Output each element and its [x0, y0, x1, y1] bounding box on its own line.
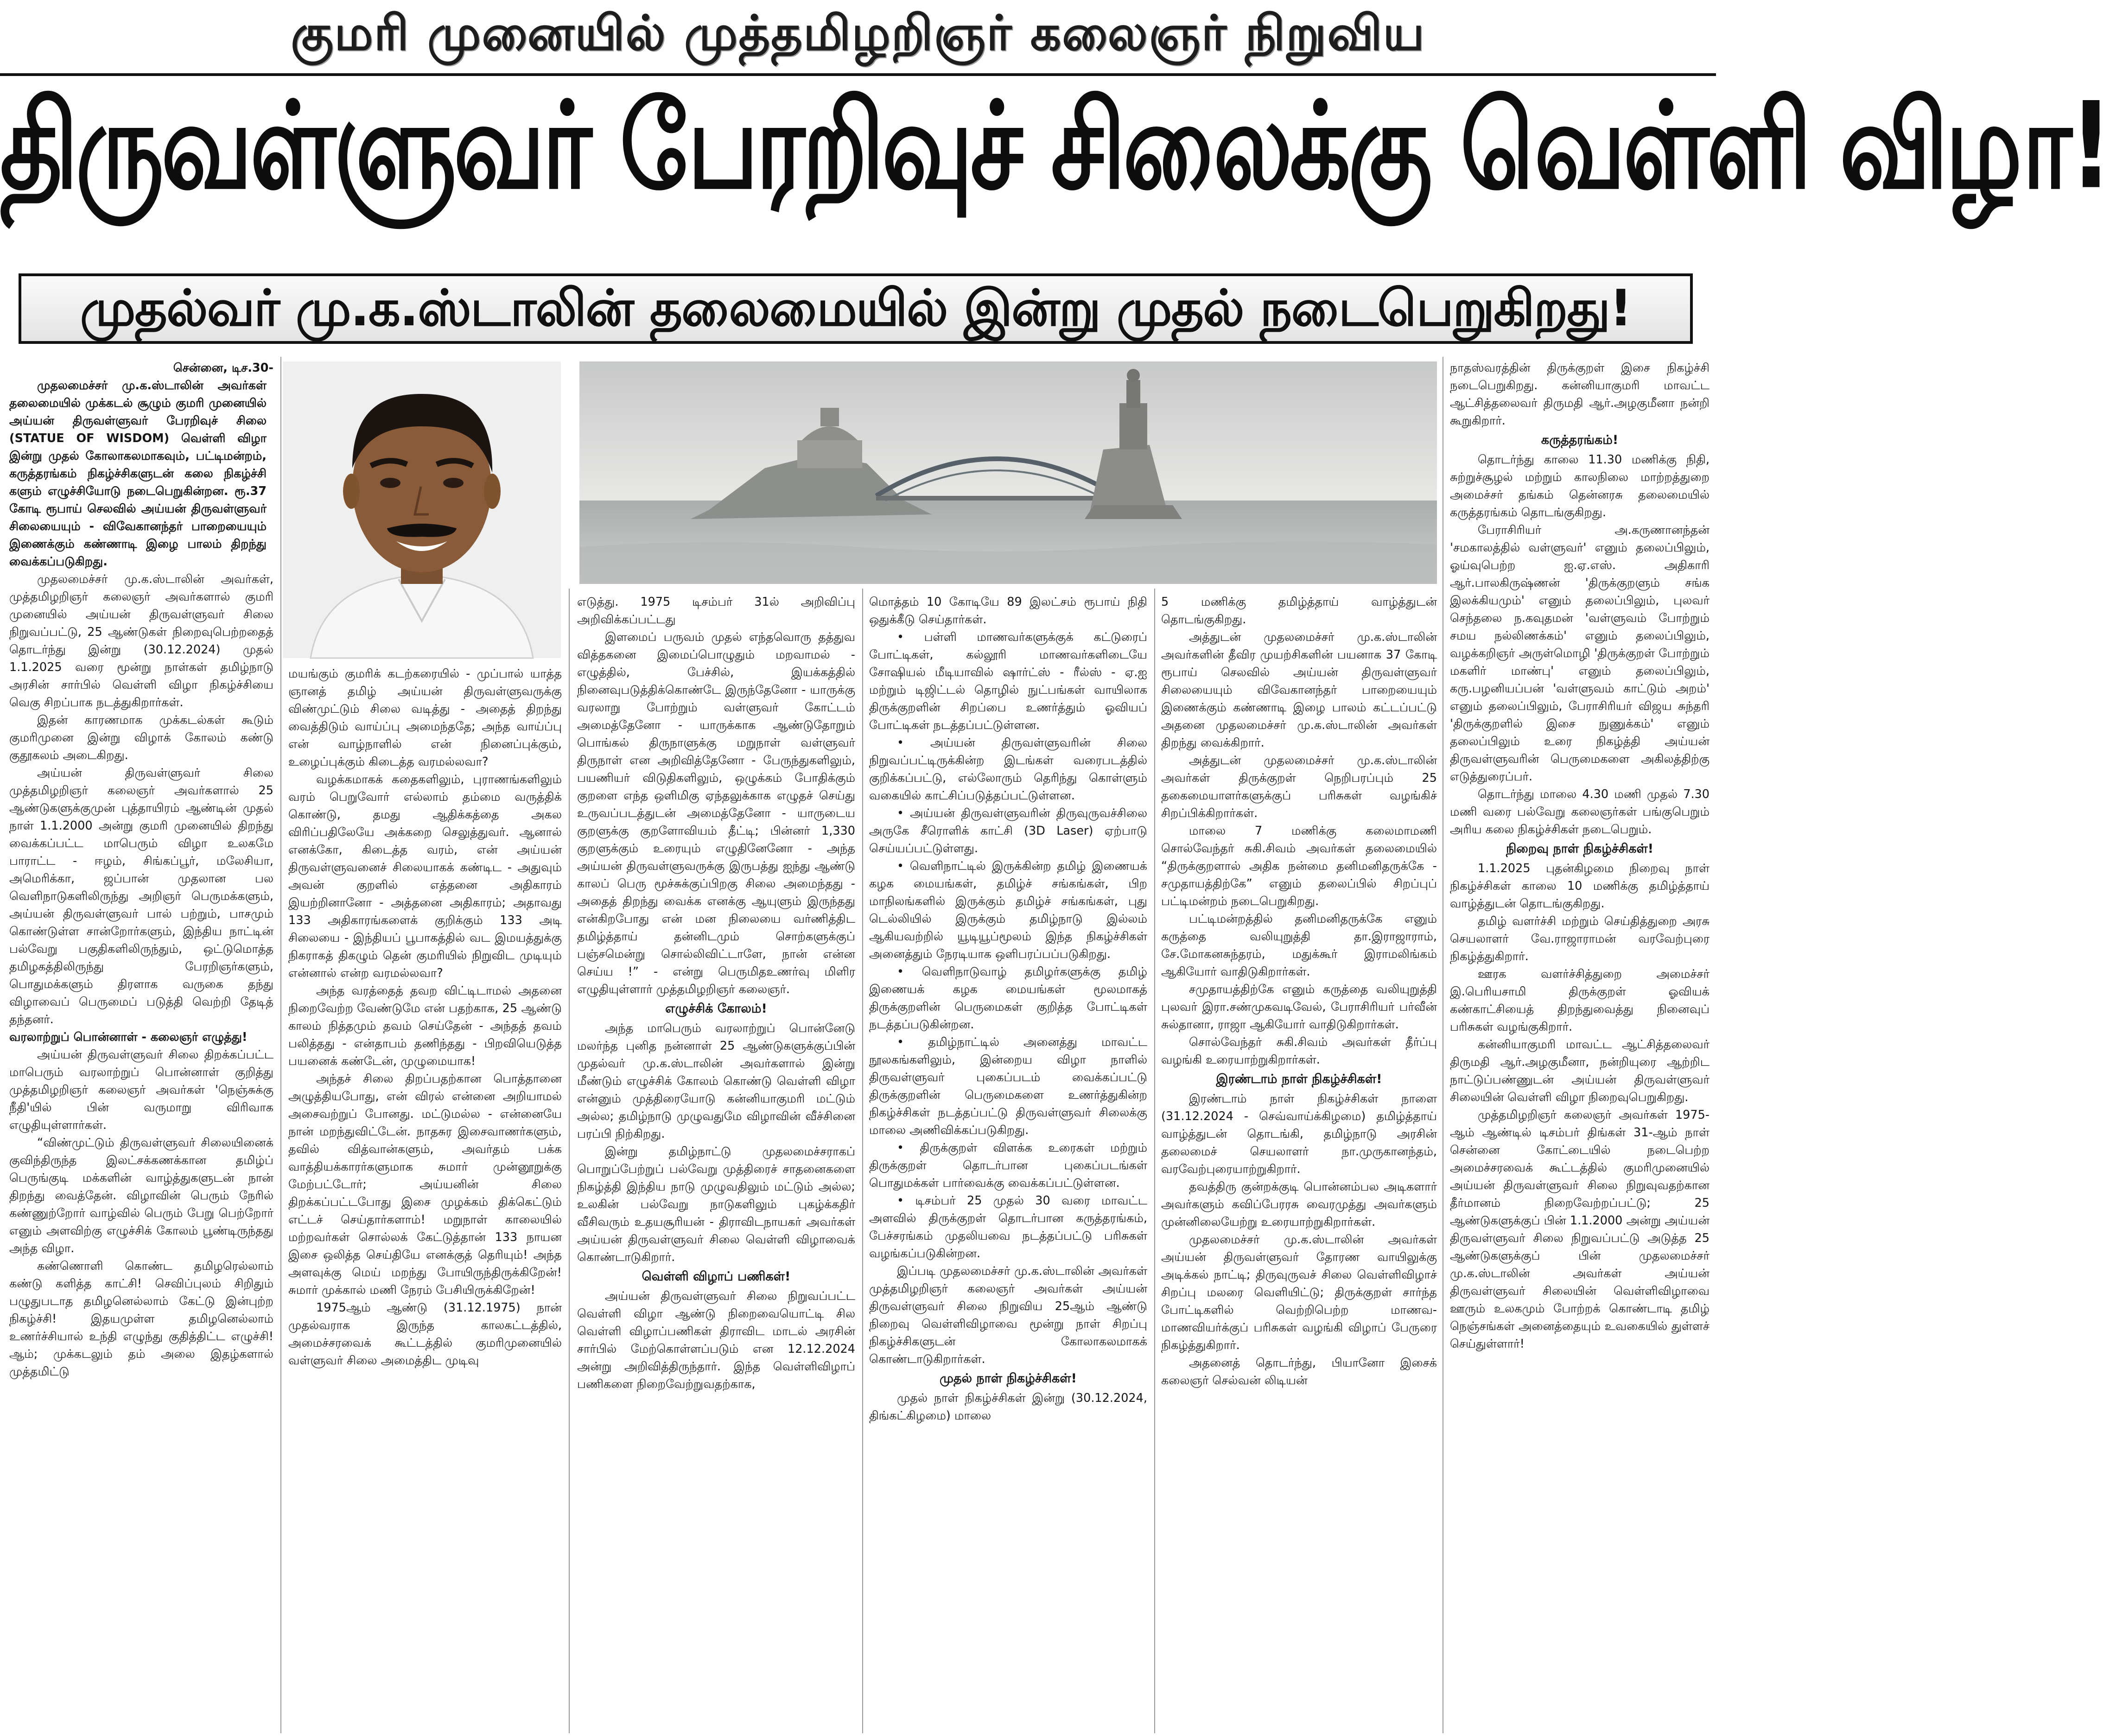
section-heading: வரலாற்றுப் பொன்னாள் - கலைஞர் எழுத்து! [9, 1030, 248, 1044]
paragraph: மயங்கும் குமரிக் கடற்கரையில் - முப்பால் யாத்த ஞானத் தமிழ் அய்யன் திருவள்ளுவருக்கு விண்முட்டும் சிலை வடித்து - அதைத் திறந்து வைத்திடும் வாய்ப்பு அமைந்ததே; அந்த வாய்ப்பு என் வாழ்நாளில் என் நினைப்புக்கும், உழைப்புக்கும் கிடைத்த வரமல்லவா? [288, 667, 562, 769]
section-heading: நிறைவு நாள் நிகழ்ச்சிகள்! [1506, 842, 1654, 856]
paragraph: முத்தமிழறிஞர் கலைஞர் அவர்கள் 1975-ஆம் ஆண்டில் டிசம்பர் திங்கள் 31-ஆம் நாள் சென்னை கோட்டையில் நடைபெற்ற அமைச்சரவைக் கூட்டத்தில் குமரிமுனையில் அய்யன் திருவள்ளுவர் சிலை நிறுவுவதற்கான தீர்மானம் நிறைவேற்றப்பட்டு; 25 ஆண்டுகளுக்குப் பின் 1.1.2000 அன்று அய்யன் திருவள்ளுவர் சிலை நிறுவப்பட்டு அடுத்த 25 ஆண்டுகளுக்குப் பின் முதலமைச்சர் மு.க.ஸ்டாலின் அவர்கள் அய்யன் திருவள்ளுவர் சிலையின் வெள்ளிவிழாவை ஊரும் உலகமும் போற்றக் கொண்டாடி தமிழ் நெஞ்சங்கள் அனைத்தையும் உவகையில் துள்ளச் செய்துள்ளார்! [1450, 1108, 1710, 1351]
paragraph: 1.1.2025 புதன்கிழமை நிறைவு நாள் நிகழ்ச்சிகள் காலை 10 மணிக்கு தமிழ்த்தாய் வாழ்த்துடன் தொடங்குகிறது. [1450, 862, 1710, 911]
paragraph: சொல்வேந்தர் சுகி.சிவம் அவர்கள் தீர்ப்பு வழங்கி உரையாற்றுகிறார்கள். [1161, 1035, 1437, 1067]
paragraph: இதன் காரணமாக முக்கடல்கள் கூடும் குமரிமுனை இன்று விழாக் கோலம் கண்டு குதூகலம் அடைகிறது. [9, 713, 273, 762]
main-headline: திருவள்ளுவர் பேரறிவுச் சிலைக்கு வெள்ளி விழா! [0, 76, 2110, 215]
paragraph: இளமைப் பருவம் முதல் எந்தவொரு தத்துவ வித்தகனை இமைப்பொழுதும் மறவாமல் - எழுத்தில், பேச்சில், இயக்கத்தில் நினைவுபடுத்திக்கொண்டே இருந்தேனோ - யாருக்கு வரலாறு போற்றும் வள்ளுவர் கோட்டம் அமைத்தேனோ - யாருக்காக ஆண்டுதோறும் பொங்கல் திருநாளுக்கு மறுநாள் வள்ளுவர் திருநாள் என அறிவித்தேனோ - பேருந்துகளிலும், பயணியர் விடுதிகளிலும், ஒழுக்கம் போதிக்கும் குறளை எந்த ஒளிமிகு ஏந்தலுக்காக எழுதச் செய்து உருவப்படத்துடன் அமைத்தேனோ - யாருடைய குறளுக்கு குறளோவியம் தீட்டி; பின்னர் 1,330 குறளுக்கும் உரையும் எழுதினேனோ - அந்த அய்யன் திருவள்ளுவருக்கு இருபத்து ஐந்து ஆண்டு காலப் பெரு மூச்சுக்குப்பிறகு சிலை அமைந்தது - அதைத் திறந்து வைக்க எனக்கு ஆயுளும் இருந்தது என்கிறபோது என் மன நிலையை வர்ணித்திட தமிழ்த்தாய் தன்னிடமும் சொற்களுக்குப் பஞ்சமென்று சொல்லிவிட்டாளே, நான் என்ன செய்ய !” - என்று பெருமிதஉணர்வு மிளிர எழுதியுள்ளார் முத்தமிழறிஞர் கலைஞர். [577, 630, 855, 996]
paragraph: இரண்டாம் நாள் நிகழ்ச்சிகள் நாளை (31.12.2024 - செவ்வாய்க்கிழமை) தமிழ்த்தாய் வாழ்த்துடன் தொடங்கி, தமிழ்நாடு அரசின் தலைமைச் செயலாளர் நா.முருகானந்தம், வரவேற்புரையாற்றுகிறார். [1161, 1092, 1437, 1176]
bullet-item: • அய்யன் திருவள்ளுவரின் சிலை நிறுவப்பட்டிருக்கின்ற இடங்கள் வரைபடத்தில் குறிக்கப்பட்டு, எல்லோரும் தெரிந்து கொள்ளும் வகையில் காட்சிப்படுத்தப்பட்டுள்ளன. [869, 736, 1147, 803]
section-heading: கருத்தரங்கம்! [1541, 433, 1619, 447]
paragraph: சமுதாயத்திற்கே எனும் கருத்தை வலியுறுத்தி புலவர் இரா.சண்முகவடிவேல், பேராசிரியர் பர்வீன் சுல்தானா, ராஜா ஆகியோர் வாதிடுகிறார்கள். [1161, 982, 1437, 1032]
kicker-heading: குமரி முனையில் முத்தமிழறிஞர் கலைஞர் நிறுவிய [291, 5, 1425, 61]
paragraph: முதலமைச்சர் மு.க.ஸ்டாலின் அவர்கள் அய்யன் திருவள்ளுவர் தோரண வாயிலுக்கு அடிக்கல் நாட்டி; திருவுருவச் சிலை வெள்ளிவிழாச் சிறப்பு மலரை வெளியிட்டு; திருக்குறள் சார்ந்த போட்டிகளில் வெற்றிபெற்ற மாணவ- மாணவியர்க்குப் பரிசுகள் வழங்கி விழாப் பேருரை நிகழ்த்துகிறார். [1161, 1233, 1437, 1352]
paragraph: தொடர்ந்து காலை 11.30 மணிக்கு நிதி, சுற்றுச்சூழல் மற்றும் காலநிலை மாற்றத்துறை அமைச்சர் தங்கம் தென்னரசு தலைமையில் கருத்தரங்கம் தொடங்குகிறது. [1450, 453, 1710, 520]
paragraph: அதனைத் தொடர்ந்து, பியானோ இசைக் கலைஞர் செல்வன் லிடியன் [1161, 1356, 1437, 1388]
paragraph: கண்ணொளி கொண்ட தமிழரெல்லாம் கண்டு களித்த காட்சி! செவிப்புலம் சிறிதும் பழுதுபடாத தமிழனெல்லாம் கேட்டு இன்புற்ற நிகழ்ச்சி! இதயமுள்ள தமிழனெல்லாம் உணர்ச்சியால் உந்தி எழுந்து குதித்திட்ட எழுச்சி! ஆம்; முக்கடலும் தம் அலை இதழ்களால் முத்தமிட்டு [9, 1259, 273, 1379]
dateline: சென்னை, டிச.30- [173, 361, 273, 375]
paragraph: 5 மணிக்கு தமிழ்த்தாய் வாழ்த்துடன் தொடங்குகிறது. [1161, 595, 1437, 627]
section-heading: இரண்டாம் நாள் நிகழ்ச்சிகள்! [1216, 1072, 1382, 1086]
paragraph: மாலை 7 மணிக்கு கலைமாமணி சொல்வேந்தர் சுகி.சிவம் அவர்கள் தலைமையில் “திருக்குறளால் அதிக நன்மை தனிமனிதருக்கே - சமுதாயத்திற்கே” எனும் தலைப்பில் சிறப்புப் பட்டிமன்றம் நடைபெறுகிறது. [1161, 824, 1437, 908]
paragraph: அய்யன் திருவள்ளுவர் சிலை முத்தமிழறிஞர் கலைஞர் அவர்களால் 25 ஆண்டுகளுக்குமுன் புத்தாயிரம் ஆண்டின் முதல் நாள் 1.1.2000 அன்று குமரி முனையில் திறந்து வைக்கப்பட்ட மாபெரும் விழா உலகமே பாராட்ட - ஈழம், சிங்கப்பூர், மலேசியா, அமெரிக்கா, ஜப்பான் முதலான பல வெளிநாடுகளிலிருந்து அறிஞர் பெருமக்களும், அய்யன் திருவள்ளுவர் பால் பற்றும், பாசமும் கொண்டுள்ள சான்றோர்களும், இந்திய நாட்டின் பல்வேறு பகுதிகளிலிருந்தும், ஒட்டுமொத்த தமிழகத்திலிருந்து பேரறிஞர்களும், பொதுமக்களும் திரளாக வருகை தந்து விழாவைப் பெருமைப் படுத்தி வெற்றி தேடித் தந்தனர். [9, 766, 273, 1026]
paragraph: கன்னியாகுமரி மாவட்ட ஆட்சித்தலைவர் திருமதி ஆர்.அழகுமீனா, நன்றியுரை ஆற்றிட நாட்டுப்பண்ணுடன் அய்யன் திருவள்ளுவர் சிலையின் வெள்ளி விழா நிறைவுபெறுகிறது. [1450, 1038, 1710, 1104]
paragraph: தொடர்ந்து மாலை 4.30 மணி முதல் 7.30 மணி வரை பல்வேறு கலைஞர்கள் பங்குபெறும் அரிய கலை நிகழ்ச்சிகள் நடைபெறும். [1450, 787, 1710, 836]
paragraph: “விண்முட்டும் திருவள்ளுவர் சிலையினைக் குவிந்திருந்த இலட்சக்கணக்கான தமிழ்ப் பெருங்குடி மக்களின் வாழ்த்துகளுடன் நான் திறந்து வைத்தேன். விழாவின் பெரும் நேரில் கண்ணுற்றோர் வாழ்வில் பெரும் பேறு பெற்றோர் எனும் அளவிற்கு எழுச்சிக் கோலம் பூண்டிருந்தது அந்த விழா. [9, 1136, 273, 1255]
column-rule [1154, 589, 1155, 1733]
bullet-item: • வெளிநாட்டில் இருக்கின்ற தமிழ் இணையக் கழக மையங்கள், தமிழ்ச் சங்கங்கள், பிற மாநிலங்களில் இருக்கும் தமிழ்ச் சங்கங்கள், புது டெல்லியில் இருக்கும் தமிழ்நாடு இல்லம் ஆகியவற்றில் யூடியூப்மூலம் இந்த நிகழ்ச்சிகள் அனைத்தும் நேரடியாக ஒளிபரப்பப்படுகிறது. [869, 859, 1147, 961]
article-column-1 [9, 359, 273, 1731]
bullet-item: • திருக்குறள் விளக்க உரைகள் மற்றும் திருக்குறள் தொடர்பான புகைப்படங்கள் பொதுமக்கள் பார்வைக்கு வைக்கப்பட்டுள்ளன. [869, 1141, 1147, 1190]
article-column-5 [1161, 593, 1437, 1731]
lead-paragraph: முதலமைச்சர் மு.க.ஸ்டாலின் அவர்கள் தலைமையில் முக்கடல் சூழும் குமரி முனையில் அய்யன் திருவள்ளுவர் பேரறிவுச் சிலை (STATUE OF WISDOM) வெள்ளி விழா இன்று முதல் கோலாகலமாகவும், பட்டிமன்றம், கருத்தரங்கம் நிகழ்ச்சிகளுடன் கலை நிகழ்ச்சி களும் எழுச்சியோடு நடைபெறுகின்றன. ரூ.37 கோடி ரூபாய் செலவில் அய்யன் திருவள்ளுவர் சிலையையும் - விவேகானந்தர் பாறையையும் இணைக்கும் கண்ணாடி இழை பாலம் திறந்து வைக்கப்படுகிறது. [9, 379, 267, 569]
paragraph: எடுத்து. 1975 டிசம்பர் 31ல் அறிவிப்பு அறிவிக்கப்பட்டது [577, 595, 855, 627]
bullet-item: • பள்ளி மாணவர்களுக்குக் கட்டுரைப் போட்டிகள், கல்லூரி மாணவர்களிடையே சோஷியல் மீடியாவில் ஷார்ட்ஸ் - ரீல்ஸ் - ஏ.ஐ மற்றும் டிஜிட்டல் தொழில் நுட்பங்கள் வாயிலாக திருக்குறளின் சிறப்பை உணர்த்தும் ஓவியப் போட்டிகள் நடத்தப்பட்டுள்ளன. [869, 630, 1147, 732]
section-heading: முதல் நாள் நிகழ்ச்சிகள்! [940, 1371, 1077, 1386]
article-column-3 [577, 593, 855, 1731]
paragraph: அந்த வரத்தைத் தவற விட்டிடாமல் அதனை நிறைவேற்ற வேண்டுமே என் பதற்காக, 25 ஆண்டு காலம் நித்தமும் தவம் செய்தேன் - அந்தத் தவம் பலித்தது - என்தாபம் தணிந்தது - பிறவியெடுத்த பயனைக் கண்டேன், முழுமையாக! [288, 984, 562, 1068]
section-heading: வெள்ளி விழாப் பணிகள்! [642, 1269, 791, 1284]
article-column-2 [288, 665, 562, 1731]
column-rule [280, 357, 281, 1733]
paragraph: அத்துடன் முதலமைச்சர் மு.க.ஸ்டாலின் அவர்களின் தீவிர முயற்சிகளின் பயனாக 37 கோடி ரூபாய் செலவில் அய்யன் திருவள்ளுவர் சிலையையும் விவேகானந்தர் பாறையையும் இணைக்கும் கண்ணாடி இழை பாலம் கட்டப்பட்டு அதனை முதலமைச்சர் மு.க.ஸ்டாலின் அவர்கள் திறந்து வைக்கிறார். [1161, 630, 1437, 750]
paragraph: இன்று தமிழ்நாட்டு முதலமைச்சராகப் பொறுப்பேற்றுப் பல்வேறு முத்திரைச் சாதனைகளை நிகழ்த்தி இந்திய நாடு முழுவதிலும் மட்டும் அல்ல; உலகின் பல்வேறு நாடுகளிலும் புகழ்க்கதிர் வீசிவரும் உதயசூரியன் - திராவிடநாயகர் அவர்கள் அய்யன் திருவள்ளுவர் சிலை வெள்ளி விழாவைக் கொண்டாடுகிறார். [577, 1145, 855, 1264]
paragraph: வழக்கமாகக் கதைகளிலும், புராணங்களிலும் வரம் பெறுவோர் எல்லாம் தம்மை வருத்திக் கொண்டு, தமது ஆதிக்கத்தை அகல விரிப்பதிலேயே அக்கறை செலுத்துவர். ஆனால் எனக்கோ, கிடைத்த வரம், என் அய்யன் திருவள்ளுவனைச் சிலையாகக் கண்டிட - அதுவும் அவன் குறளில் எத்தனை அதிகாரம் இயற்றினானோ - அத்தனை அதிகாரம்; அதாவது 133 அதிகாரங்களைக் குறிக்கும் 133 அடி சிலையை - இந்தியப் பூபாகத்தில் வட இமயத்துக்கு நிகராகத் திகழும் தென் குமரியில் நிறுவிட முடியும் என்னால் என்ற வரமல்லவா? [288, 773, 562, 980]
heading-rule [0, 73, 1716, 76]
paragraph: தவத்திரு குன்றக்குடி பொன்னம்பல அடிகளார் அவர்களும் கவிப்பேரரசு வைரமுத்து அவர்களும் முன்னிலையேற்று உரையாற்றுகிறார்கள். [1161, 1180, 1437, 1229]
paragraph: அய்யன் திருவள்ளுவர் சிலை நிறுவப்பட்ட வெள்ளி விழா ஆண்டு நிறைவையொட்டி சில வெள்ளி விழாப்பணிகள் திராவிட மாடல் அரசின் சார்பில் மேற்கொள்ளப்படும் என 12.12.2024 அன்று அறிவித்திருந்தார். இந்த வெள்ளிவிழாப் பணிகளை நிறைவேற்றுவதற்காக, [577, 1289, 855, 1391]
section-heading: எழுச்சிக் கோலம்! [665, 1001, 767, 1016]
portrait-illustration [283, 361, 561, 658]
landscape-illustration [579, 361, 1437, 584]
thiruvalluvar-statue-bridge-photo [579, 361, 1437, 584]
paragraph: முதல் நாள் நிகழ்ச்சிகள் இன்று (30.12.2024, திங்கட்கிழமை) மாலை [869, 1391, 1147, 1423]
bullet-item: • அய்யன் திருவள்ளுவரின் திருவுருவச்சிலை அருகே சீரொளிக் காட்சி (3D Laser) ஏற்பாடு செய்யப்பட்டுள்ளது. [869, 806, 1147, 855]
paragraph: அந்த மாபெரும் வரலாற்றுப் பொன்னேடு மலர்ந்த புனித நன்னாள் 25 ஆண்டுகளுக்குப்பின் முதல்வர் மு.க.ஸ்டாலின் அவர்களால் இன்று மீண்டும் எழுச்சிக் கோலம் கொண்டு வெள்ளி விழா என்னும் முத்திரையோடு கன்னியாகுமரி மட்டும் அல்ல; தமிழ்நாடு முழுவதுமே விழாவின் வீச்சினை பரப்பி நிற்கிறது. [577, 1021, 855, 1141]
bullet-item: • வெளிநாடுவாழ் தமிழர்களுக்கு தமிழ் இணையக் கழக மையங்கள் மூலமாகத் திருக்குறளின் பெருமைகள் குறித்த போட்டிகள் நடத்தப்படுகின்றன. [869, 965, 1147, 1032]
paragraph: தமிழ் வளர்ச்சி மற்றும் செய்தித்துறை அரசு செயலாளர் வே.ராஜாராமன் வரவேற்புரை நிகழ்த்துகிறார். [1450, 914, 1710, 963]
paragraph: நாதஸ்வரத்தின் திருக்குறள் இசை நிகழ்ச்சி நடைபெறுகிறது. கன்னியாகுமரி மாவட்ட ஆட்சித்தலைவர் திருமதி ஆர்.அழகுமீனா நன்றி கூறுகிறார். [1450, 361, 1710, 428]
article-column-4 [869, 593, 1147, 1731]
paragraph: ஊரக வளர்ச்சித்துறை அமைச்சர் இ.பெரியசாமி திருக்குறள் ஓவியக் கண்காட்சியைத் திறந்துவைத்து நினைவுப் பரிசுகள் வழங்குகிறார். [1450, 967, 1710, 1034]
paragraph: அந்தச் சிலை திறப்பதற்கான பொத்தானை அழுத்தியபோது, என் விரல் என்னை அறியாமல் அசைவற்றுப் போனது. மட்டுமல்ல - என்னையே நான் மறந்துவிட்டேன். நாதசுர இசைவாணர்களும், தவில் வித்வான்களும், அவர்தம் பக்க வாத்தியக்காரர்களுமாக சுமார் முன்னூறுக்கு மேற்பட்டோர்; அய்யனின் சிலை திறக்கப்பட்டபோது இசை முழக்கம் திக்கெட்டும் எட்டச் செய்தார்களாம்! மறுநாள் காலையில் மற்றவர்கள் சொல்லக் கேட்டுத்தான் 133 நாயன இசை ஒலித்த செய்தியே எனக்குத் தெரியும்! அந்த அளவுக்கு மெய் மறந்து போயிருந்திருக்கிறேன்! சுமார் முக்கால் மணி நேரம் பேசியிருக்கிறேன்! [288, 1072, 562, 1297]
paragraph: அத்துடன் முதலமைச்சர் மு.க.ஸ்டாலின் அவர்கள் திருக்குறள் நெறிபரப்பும் 25 தகைமையாளர்களுக்குப் பரிசுகள் வழங்கிச் சிறப்பிக்கிறார்கள். [1161, 754, 1437, 820]
paragraph: பட்டிமன்றத்தில் தனிமனிதருக்கே எனும் கருத்தை வலியுறுத்தி தா.இராஜாராம், சே.மோகனசுந்தரம், மதுக்கூர் இராமலிங்கம் ஆகியோர் வாதிடுகிறார்கள். [1161, 912, 1437, 979]
column-rule [569, 589, 570, 1733]
bullet-item: • தமிழ்நாட்டில் அனைத்து மாவட்ட நூலகங்களிலும், இன்றைய விழா நாளில் திருவள்ளுவர் புகைப்படம் வைக்கப்பட்டு திருக்குறளின் பெருமைகளை உணர்த்துகின்ற நிகழ்ச்சிகள் நடத்தப்பட்டு திருவள்ளுவர் சிலைக்கு மாலை அணிவிக்கப்படுகிறது. [869, 1035, 1147, 1137]
bullet-item: • டிசம்பர் 25 முதல் 30 வரை மாவட்ட அளவில் திருக்குறள் தொடர்பான கருத்தரங்கம், பேச்சரங்கம் முதலியவை நடத்தப்பட்டு பரிசுகள் வழங்கப்படுகின்றன. [869, 1194, 1147, 1261]
portrait-photo [283, 361, 561, 658]
paragraph: மொத்தம் 10 கோடியே 89 இலட்சம் ரூபாய் நிதி ஒதுக்கீடு செய்தார்கள். [869, 595, 1147, 627]
column-rule [862, 589, 863, 1733]
subheadline: முதல்வர் மு.க.ஸ்டாலின் தலைமையில் இன்று முதல் நடைபெறுகிறது! [80, 279, 1632, 337]
paragraph: முதலமைச்சர் மு.க.ஸ்டாலின் அவர்கள், முத்தமிழறிஞர் கலைஞர் அவர்களால் குமரி முனையில் அய்யன் திருவள்ளுவர் சிலை நிறுவப்பட்டு, 25 ஆண்டுகள் நிறைவுபெற்றதைத் தொடர்ந்து இன்று (30.12.2024) முதல் 1.1.2025 வரை மூன்று நாள்கள் தமிழ்நாடு அரசின் சார்பில் வெள்ளி விழா நிகழ்ச்சியை வெகு சிறப்பாக நடத்துகிறார்கள். [9, 572, 273, 710]
article-column-6 [1450, 359, 1710, 1731]
subheadline-box [19, 273, 1693, 344]
paragraph: இப்படி முதலமைச்சர் மு.க.ஸ்டாலின் அவர்கள் முத்தமிழறிஞர் கலைஞர் அவர்கள் அய்யன் திருவள்ளுவர் சிலை நிறுவிய 25ஆம் ஆண்டு நிறைவு வெள்ளிவிழாவை மூன்று நாள் சிறப்பு நிகழ்ச்சிகளுடன் கோலாகலமாகக் கொண்டாடுகிறார்கள். [869, 1264, 1147, 1366]
paragraph: 1975ஆம் ஆண்டு (31.12.1975) நான் முதல்வராக இருந்த காலகட்டத்தில், அமைச்சரவைக் கூட்டத்தில் குமரிமுனையில் வள்ளுவர் சிலை அமைத்திட முடிவு [288, 1301, 562, 1368]
paragraph: அய்யன் திருவள்ளுவர் சிலை திறக்கப்பட்ட மாபெரும் வரலாற்றுப் பொன்னாள் குறித்து முத்தமிழறிஞர் கலைஞர் அவர்கள் 'நெஞ்சுக்கு நீதி'யில் பின் வருமாறு விரிவாக எழுதியுள்ளார்கள். [9, 1048, 273, 1132]
paragraph: பேராசிரியர் அ.கருணானந்தன் 'சமகாலத்தில் வள்ளுவர்' எனும் தலைப்பிலும், ஓய்வுபெற்ற ஐ.ஏ.எஸ். அதிகாரி ஆர்.பாலகிருஷ்ணன் 'திருக்குறளும் சங்க இலக்கியமும்' எனும் தலைப்பிலும், புலவர் செந்தலை ந.கவுதமன் 'வள்ளுவம் போற்றும் சமய நல்லிணக்கம்' எனும் தலைப்பிலும், வழக்கறிஞர் அருள்மொழி 'திருக்குறள் போற்றும் மகளிர் மாண்பு' எனும் தலைப்பிலும், கரு.பழனியப்பன் 'வள்ளுவம் காட்டும் அறம்' எனும் தலைப்பிலும், பேராசிரியர் விஜய சுந்தரி 'திருக்குறளில் இசை நுணுக்கம்' எனும் தலைப்பிலும் உரை நிகழ்த்தி அய்யன் திருவள்ளுவரின் பெருமைகளை அகிலத்திற்கு எடுத்துரைப்பர். [1450, 523, 1710, 784]
